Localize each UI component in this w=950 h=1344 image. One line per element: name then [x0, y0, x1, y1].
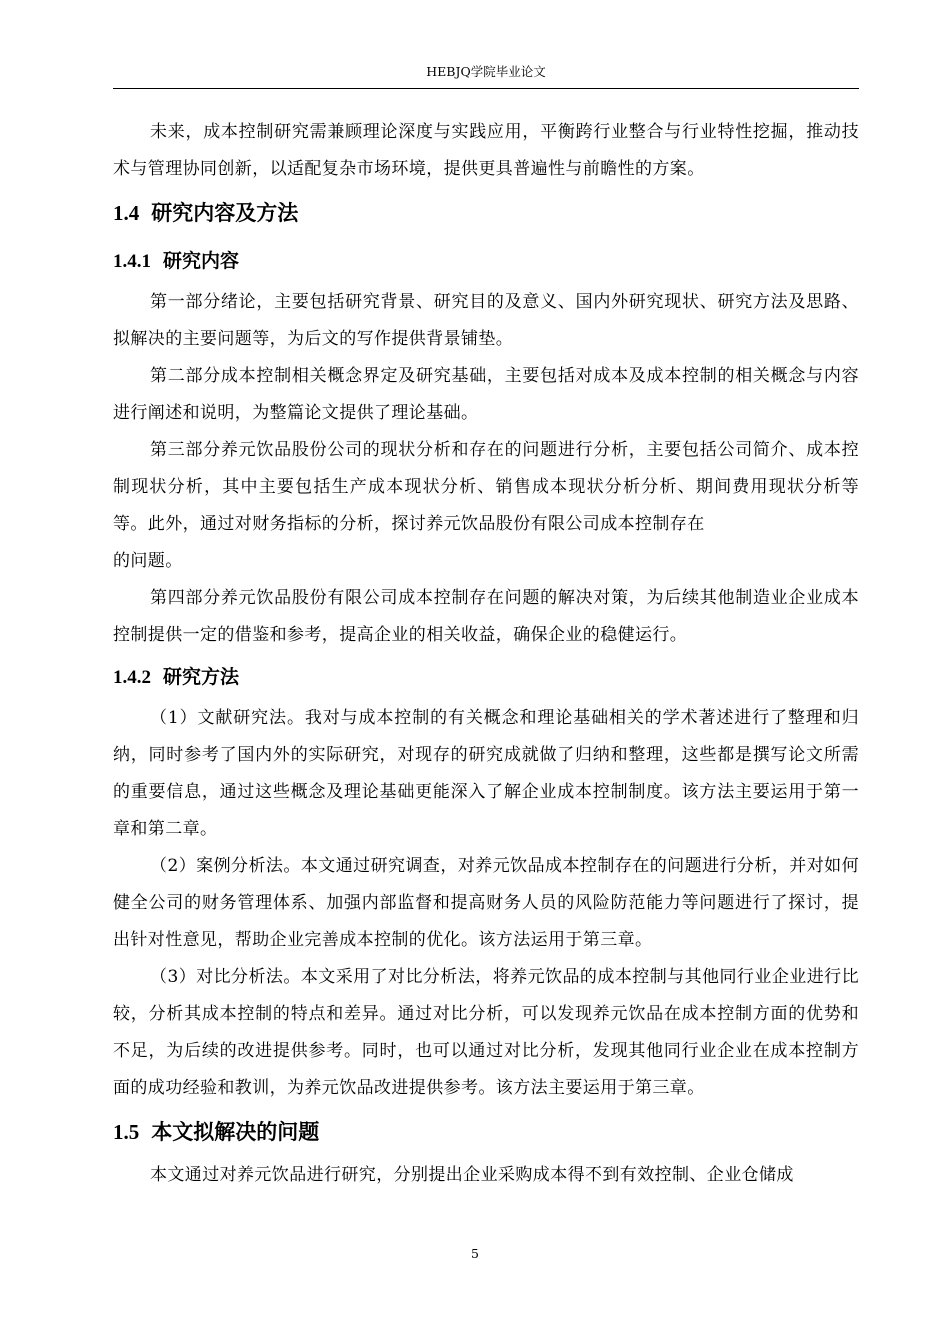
paragraph: 未来，成本控制研究需兼顾理论深度与实践应用，平衡跨行业整合与行业特性挖掘，推动技术与管理协同创新，以适配复杂市场环境，提供更具普遍性与前瞻性的方案。	[113, 122, 859, 179]
paragraph: （3）对比分析法。本文采用了对比分析法，将养元饮品的成本控制与其他同行业企业进行比较，分析其成本控制的特点和差异。通过对比分析，可以发现养元饮品在成本控制方面的优势和不足，为后续的改进提供参考。同时，也可以通过对比分析，发现其他同行业企业在成本控制方面的成功经验和教训，为养元饮品改进提供参考。该方法主要运用于第三章。	[113, 967, 859, 1098]
section-title: 研究内容及方法	[151, 201, 299, 225]
subsection-title: 研究内容	[163, 250, 240, 272]
paragraph: 第四部分养元饮品股份有限公司成本控制存在问题的解决对策，为后续其他制造业企业成本控制提供一定的借鉴和参考，提高企业的相关收益，确保企业的稳健运行。	[113, 588, 859, 645]
subsection-heading-1-4-1	[113, 238, 859, 284]
subsection-title: 研究方法	[163, 666, 240, 688]
subsection-heading-1-4-2	[113, 654, 859, 700]
page-number: 5	[471, 1246, 479, 1261]
section-heading-1-4	[113, 188, 859, 238]
header-title: HEBJQ学院毕业论文	[426, 64, 546, 79]
section-title: 本文拟解决的问题	[151, 1120, 320, 1144]
section-number: 1.4	[113, 201, 140, 225]
subsection-number: 1.4.2	[113, 667, 151, 688]
paragraph: （1）文献研究法。我对与成本控制的有关概念和理论基础相关的学术著述进行了整理和归纳，同时参考了国内外的实际研究，对现存的研究成就做了归纳和整理，这些都是撰写论文所需的重要信息，通过这些概念及理论基础更能深入了解企业成本控制制度。该方法主要运用于第一章和第二章。	[113, 708, 859, 839]
section-number: 1.5	[113, 1120, 140, 1144]
subsection-number: 1.4.1	[113, 251, 151, 272]
paragraph: 本文通过对养元饮品进行研究，分别提出企业采购成本得不到有效控制、企业仓储成	[150, 1165, 794, 1185]
page-body	[113, 114, 859, 1194]
section-heading-1-5	[113, 1107, 859, 1157]
page-header	[113, 62, 859, 89]
paragraph: 第三部分养元饮品股份公司的现状分析和存在的问题进行分析，主要包括公司简介、成本控制现状分析，其中主要包括生产成本现状分析、销售成本现状分析分析、期间费用现状分析等等。此外，通过对财务指标的分析，探讨养元饮品股份有限公司成本控制存在	[113, 440, 859, 534]
paragraph-continuation: 的问题。	[113, 551, 183, 571]
paragraph: 第二部分成本控制相关概念界定及研究基础，主要包括对成本及成本控制的相关概念与内容进行阐述和说明，为整篇论文提供了理论基础。	[113, 366, 859, 423]
paragraph: （2）案例分析法。本文通过研究调查，对养元饮品成本控制存在的问题进行分析，并对如何健全公司的财务管理体系、加强内部监督和提高财务人员的风险防范能力等问题进行了探讨，提出针对性意见，帮助企业完善成本控制的优化。该方法运用于第三章。	[113, 856, 859, 950]
paragraph: 第一部分绪论，主要包括研究背景、研究目的及意义、国内外研究现状、研究方法及思路、拟解决的主要问题等，为后文的写作提供背景铺垫。	[113, 292, 859, 349]
